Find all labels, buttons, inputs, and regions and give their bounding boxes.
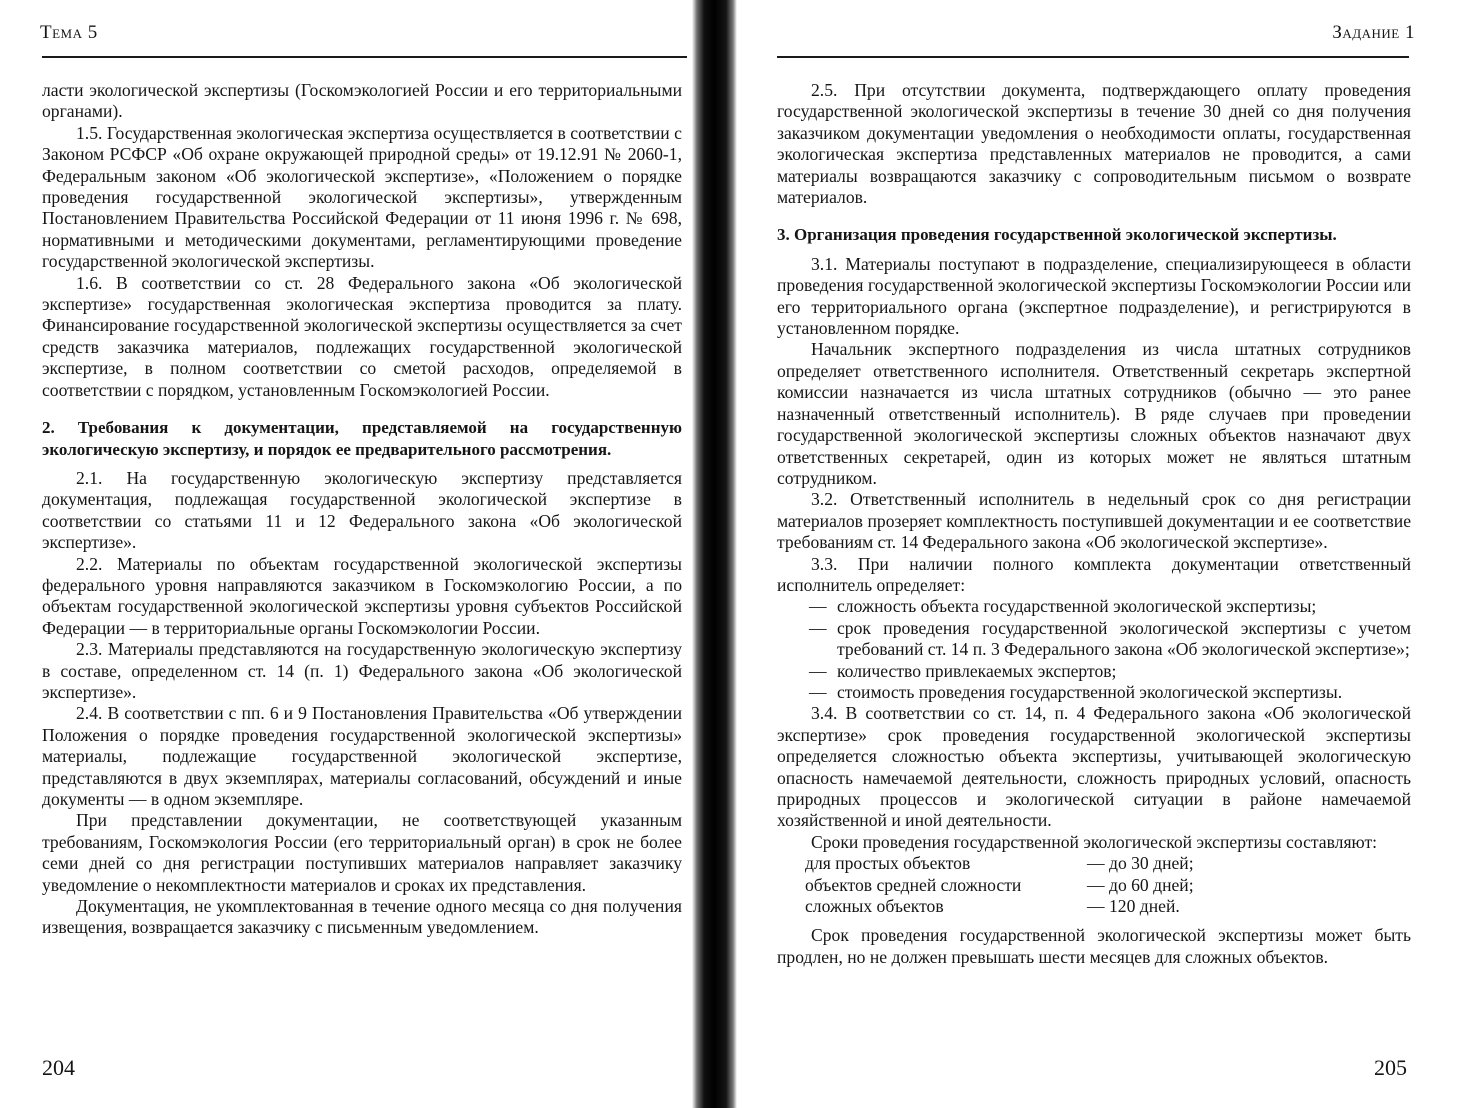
term-label: для простых объектов <box>805 853 971 874</box>
paragraph: 3.1. Материалы поступают в подразделение, специализирующееся в области проведения государственной экологической экспертизы Госкомэкологии России или его территориального органа (экспертное подразделение), и регистрируются в установленном порядке. <box>777 253 1411 339</box>
paragraph: 2.2. Материалы по объектам государственной экологической экспертизы федерального уровня направляются заказчиком в Госкомэкологию России, а по объектам государственной экологической экспертизы уровня субъектов Российской Федерации — в территориальные органы Госкомэкологии России. <box>42 553 682 638</box>
list-item: — сложность объекта государственной экологической экспертизы; <box>777 596 1411 617</box>
paragraph: 2.5. При отсутствии документа, подтверждающего оплату проведения государственной экологической экспертизы в течение 30 дней со дня получения заказчиком документации уведомления о необходимости оплаты, государственная экологическая экспертиза представленных материалов не проводится, а сами материалы возвращаются заказчику с сопроводительным письмом о возврате материалов. <box>777 80 1411 208</box>
criteria-list <box>777 596 1411 703</box>
term-label: объектов средней сложности <box>805 874 1022 895</box>
paragraph: При представлении документации, не соответствующей указанным требованиям, Госкомэкология России (его территориальный орган) в срок не более семи дней со дня регистрации поступивших материалов направляет заказчику уведомление о некомплектности материалов и сроках их представления. <box>42 810 682 895</box>
running-head-left: Тема 5 <box>40 22 98 43</box>
paragraph: Начальник экспертного подразделения из числа штатных сотрудников определяет ответственного исполнителя. Ответственный секретарь экспертной комиссии назначается из числа штатных сотрудников (обычно — это ранее назначенный ответственный исполнитель). В ряде случаев при проведении государственной экологической экспертизы сложных объектов назначают двух ответственных секретарей, один из которых может не являться штатным сотрудником. <box>777 339 1411 488</box>
page-number-left: 204 <box>42 1055 75 1080</box>
header-rule-left <box>42 56 687 58</box>
paragraph: 3.3. При наличии полного комплекта документации ответственный исполнитель определяет: <box>777 553 1411 595</box>
paragraph: Срок проведения государственной экологической экспертизы может быть продлен, но не должен превышать шести месяцев для сложных объектов. <box>777 925 1411 967</box>
paragraph: Документация, не укомплектованная в течение одного месяца со дня получения извещения, возвращается заказчику с письменным уведомлением. <box>42 896 682 938</box>
paragraph: 3.4. В соответствии со ст. 14, п. 4 Федерального закона «Об экологической экспертизе» срок проведения государственной экологической экспертизы определяется сложностью объекта экспертизы, учитывающей экологическую опасность намечаемой деятельности, сложность природных условий, опасность природных процессов и экологической ситуации в районе намечаемой хозяйственной и иной деятельности. <box>777 703 1411 831</box>
term-label: сложных объектов <box>805 896 944 917</box>
list-item: — срок проведения государственной экологической экспертизы с учетом требований ст. 14 п. 3 Федерального закона «Об экологической экспертизе»; <box>777 618 1411 661</box>
page-number-right: 205 <box>1374 1055 1407 1080</box>
book-gutter <box>692 0 737 1108</box>
header-rule-right <box>777 56 1409 58</box>
paragraph: 2.1. На государственную экологическую экспертизу представляется документация, подлежащая государственной экологической экспертизе в соответствии со статьями 11 и 12 Федерального закона «Об экологической экспертизе». <box>42 467 682 553</box>
term-value: — до 30 дней; <box>1087 853 1194 874</box>
right-page <box>737 0 1459 1108</box>
right-page-text <box>777 80 1411 968</box>
section-heading-2: 2. Требования к документации, представляемой на государственную экологическую экспертизу, и порядок ее предварительного рассмотрения. <box>42 418 682 459</box>
paragraph: 2.4. В соответствии с пп. 6 и 9 Постановления Правительства «Об утверждении Положения о порядке проведения государственной экологической экспертизы» материалы, подлежащие государственной экологической экспертизе, представляются в двух экземплярах, материалы согласований, обсуждений и иные документы — в одном экземпляре. <box>42 703 682 809</box>
terms-table <box>805 853 1411 917</box>
running-head-right: Задание 1 <box>1332 22 1415 43</box>
paragraph: ласти экологической экспертизы (Госкомэкологией России и его территориальными органами). <box>42 80 682 122</box>
paragraph: 1.5. Государственная экологическая экспертиза осуществляется в соответствии с Законом РСФСР «Об охране окружающей природной среды» от 19.12.91 № 2060-1, Федеральным законом «Об экологической экспертизе», «Положением о порядке проведения государственной экологической экспертизы», утвержденным Постановлением Правительства Российской Федерации от 11 июня 1996 г. № 698, нормативными и методическими документами, регламентирующими проведение государственной экологической экспертизы. <box>42 122 682 272</box>
section-heading-3: 3. Организация проведения государственной экологической экспертизы. <box>777 225 1337 245</box>
paragraph: 1.6. В соответствии со ст. 28 Федерального закона «Об экологической экспертизе» государственная экологическая экспертиза проводится за плату. Финансирование государственной экологической экспертизы осуществляется за счет средств заказчика материалов, подлежащих государственной экологической экспертизе, в полном соответствии со сметой расходов, определяемой в соответствии с порядком, установленным Госкомэкологией России. <box>42 272 682 400</box>
paragraph: 2.3. Материалы представляются на государственную экологическую экспертизу в составе, определенном ст. 14 (п. 1) Федерального закона «Об экологической экспертизе». <box>42 639 682 702</box>
paragraph: Сроки проведения государственной экологической экспертизы составляют: <box>811 831 1378 852</box>
term-value: — до 60 дней; <box>1087 874 1194 895</box>
left-page-text <box>42 80 682 939</box>
term-value: — 120 дней. <box>1087 896 1180 917</box>
list-item: — стоимость проведения государственной экологической экспертизы. <box>777 682 1411 703</box>
paragraph: 3.2. Ответственный исполнитель в недельный срок со дня регистрации материалов прозеряет комплектность поступившей документации и ее соответствие требованиям ст. 14 Федерального закона «Об экологической экспертизе». <box>777 489 1411 553</box>
list-item: — количество привлекаемых экспертов; <box>777 661 1411 682</box>
left-page <box>0 0 700 1108</box>
